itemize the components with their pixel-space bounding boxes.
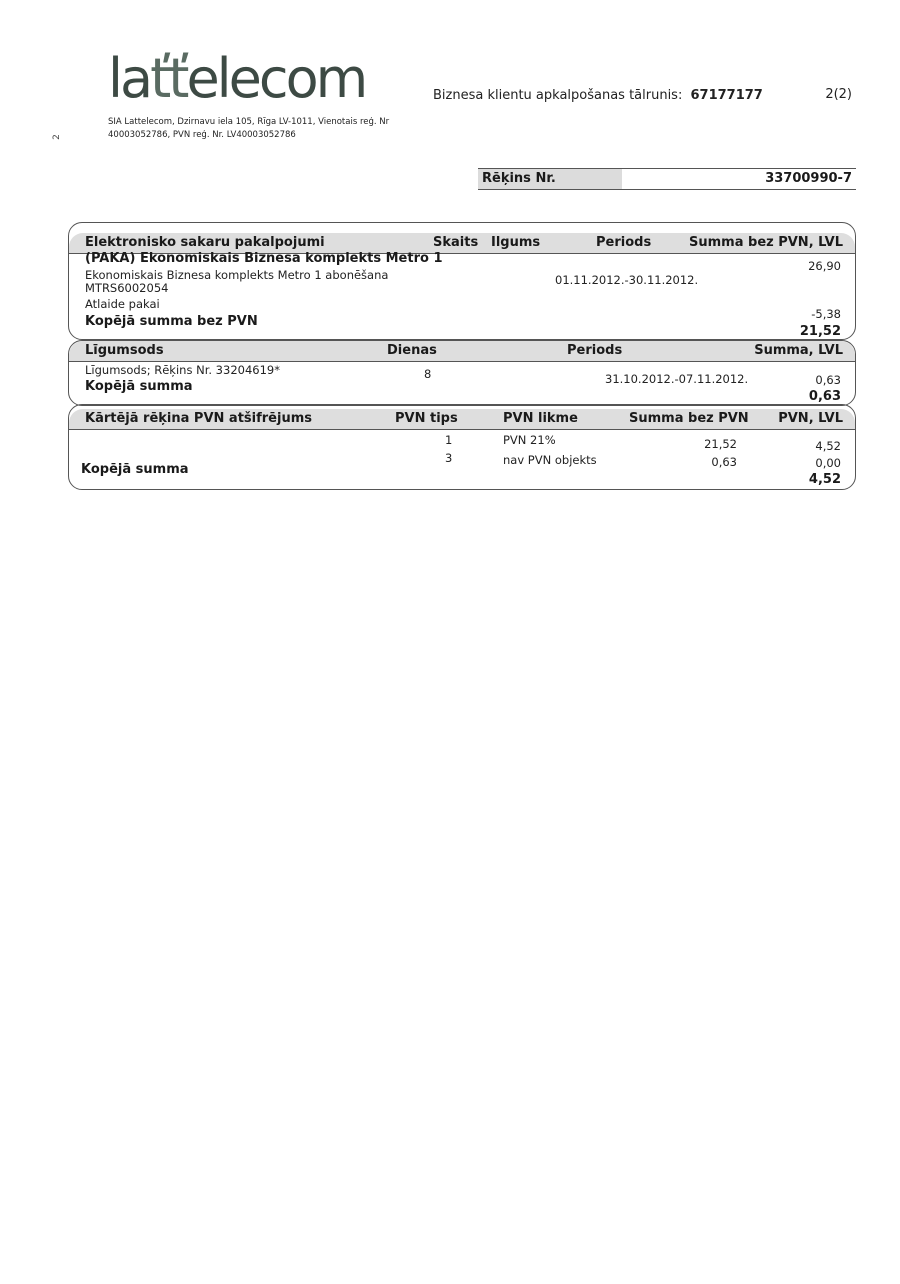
vat-row-amount: 0,00: [815, 456, 841, 470]
penalty-amount: 0,63: [815, 373, 841, 387]
discount-amount: -5,38: [811, 307, 841, 321]
logo-text-left: la: [108, 47, 151, 110]
phone-number: 67177177: [690, 88, 763, 103]
col-penalty-period: Periods: [567, 343, 623, 358]
penalty-header: [69, 341, 855, 362]
col-vat-type: PVN tips: [395, 411, 458, 426]
support-phone: [433, 88, 763, 103]
services-title: Elektronisko sakaru pakalpojumi: [85, 235, 325, 250]
logo-text-right: elecom: [186, 47, 366, 110]
lattelecom-logo: [108, 47, 366, 110]
services-total-label: Kopējā summa bez PVN: [85, 314, 258, 329]
invoice-label: Rēķins Nr.: [478, 169, 622, 189]
col-vat-rate: PVN likme: [503, 411, 578, 426]
vat-total-label: Kopējā summa: [81, 462, 189, 477]
vat-row-amount: 4,52: [815, 439, 841, 453]
invoice-number: 33700990-7: [765, 171, 852, 186]
vat-row-rate: PVN 21%: [503, 433, 556, 447]
penalty-period: 31.10.2012.-07.11.2012.: [605, 372, 749, 386]
subscription-id: MTRS6002054: [85, 281, 169, 295]
logo-mark: ťť: [150, 47, 187, 110]
vat-row-base: 0,63: [711, 455, 737, 469]
subscription-period: 01.11.2012.-30.11.2012.: [555, 273, 699, 287]
discount-label: Atlaide pakai: [85, 297, 160, 311]
penalty-total-amount: 0,63: [808, 389, 841, 404]
col-vat-amount: PVN, LVL: [778, 411, 843, 426]
col-amount: Summa bez PVN, LVL: [689, 235, 843, 250]
vat-row-base: 21,52: [704, 437, 737, 451]
penalty-days: 8: [424, 367, 432, 381]
services-total-amount: 21,52: [799, 324, 841, 339]
subscription-name: Ekonomiskais Biznesa komplekts Metro 1 abonēšana: [85, 268, 389, 282]
side-page-number: 2: [51, 134, 62, 140]
col-count: Skaits: [433, 235, 479, 250]
col-vat-base: Summa bez PVN: [629, 411, 749, 426]
penalty-total-label: Kopējā summa: [85, 379, 193, 394]
col-period: Periods: [596, 235, 652, 250]
company-address: SIA Lattelecom, Dzirnavu iela 105, Rīga LV-1011, Vienotais reģ. Nr: [108, 117, 390, 127]
col-duration: Ilgums: [491, 235, 541, 250]
vat-title: Kārtējā rēķina PVN atšifrējums: [85, 411, 312, 426]
phone-label: Biznesa klientu apkalpošanas tālrunis:: [433, 88, 683, 103]
penalty-row-label: Līgumsods; Rēķins Nr. 33204619*: [85, 363, 280, 377]
vat-row-type: 1: [445, 433, 453, 447]
package-name: (PAKA) Ekonomiskais Biznesa komplekts Metro 1: [85, 251, 443, 266]
vat-header: [69, 409, 855, 430]
company-details: [108, 116, 408, 142]
page-number: 2(2): [825, 87, 852, 102]
vat-row-rate: nav PVN objekts: [503, 453, 597, 467]
vat-section: [68, 404, 856, 490]
company-reg-numbers: 40003052786, PVN reģ. Nr. LV40003052786: [108, 130, 296, 140]
penalty-section: [68, 340, 856, 406]
vat-row-type: 3: [445, 451, 453, 465]
penalty-title: Līgumsods: [85, 343, 164, 358]
col-penalty-amount: Summa, LVL: [754, 343, 843, 358]
subscription-amount: 26,90: [808, 259, 841, 273]
services-section: [68, 222, 856, 340]
col-days: Dienas: [387, 343, 437, 358]
vat-total-amount: 4,52: [808, 472, 841, 487]
invoice-number-box: [478, 168, 856, 190]
